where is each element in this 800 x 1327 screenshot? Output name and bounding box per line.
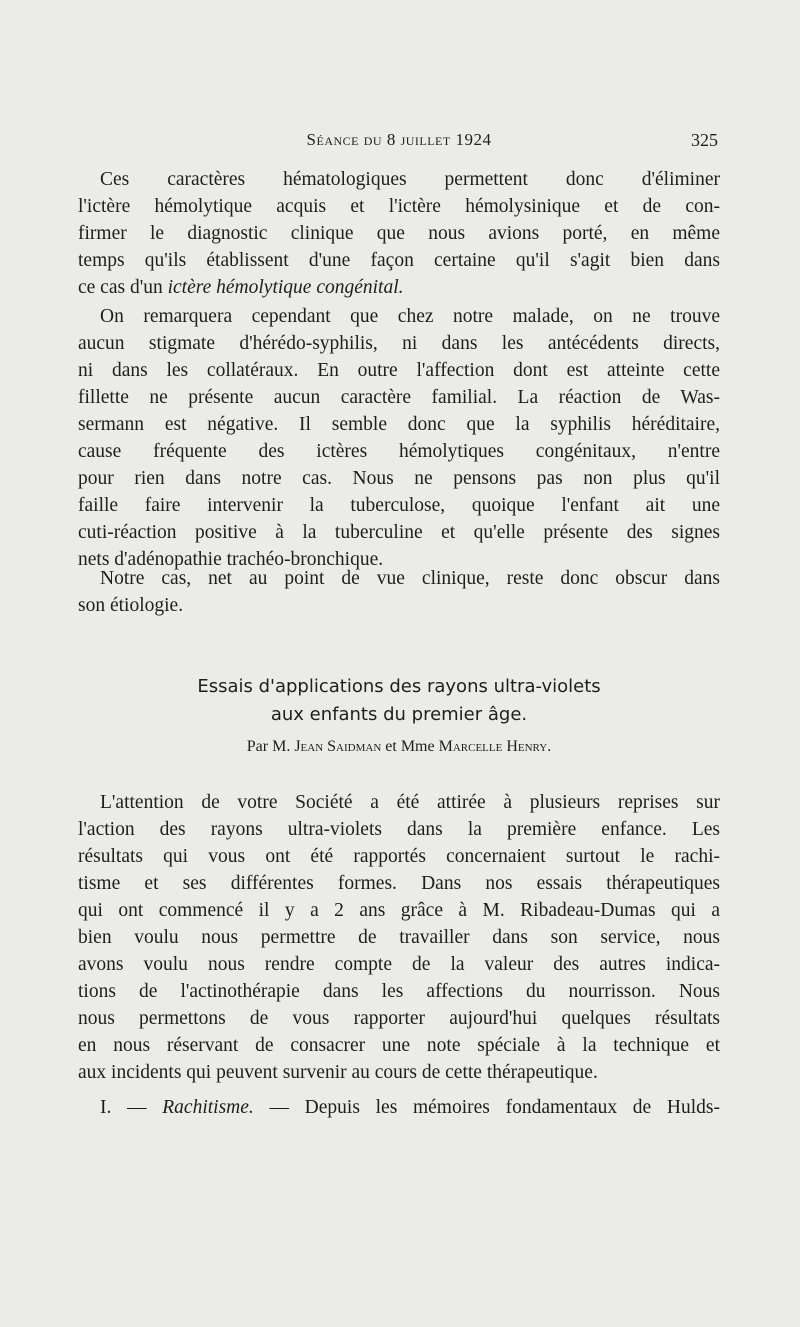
text-line [78,193,720,220]
paragraph [78,789,720,1086]
author-name: Marcelle Henry. [438,738,552,755]
text-run: son étiologie. [78,595,184,616]
text-run: faille faire intervenir la tuberculose, quoique l'enfant ait une [78,495,720,516]
text-run: Ces caractères hématologiques permettent donc d'éliminer [100,169,720,190]
text-line [78,220,720,247]
text-line [78,519,720,546]
text-run: tisme et ses différentes formes. Dans nos essais thérapeutiques [78,873,720,894]
text-line [78,1032,720,1059]
text-run: bien voulu nous permettre de travailler dans son service, nous [78,927,720,948]
text-run: firmer le diagnostic clinique que nous avions porté, en même [78,223,720,244]
text-run: cuti-réaction positive à la tuberculine et qu'elle présente des signes [78,522,720,543]
text-line [78,789,720,816]
text-line [78,247,720,274]
text-line [78,438,720,465]
text-line [78,1005,720,1032]
text-line [78,565,720,592]
text-run: ni dans les collatéraux. En outre l'affection dont est atteinte cette [78,360,720,381]
text-run: I. — [100,1097,163,1118]
text-run: ce cas d'un [78,277,168,298]
text-line [78,411,720,438]
text-line [78,870,720,897]
text-line [78,465,720,492]
text-run: l'ictère hémolytique acquis et l'ictère hémolysinique et de con- [78,196,720,217]
article-title-line-1: Essais d'applications des rayons ultra-violets [197,676,601,697]
text-line [78,492,720,519]
byline [78,738,720,756]
italic-text: ictère hémolytique congénital. [167,277,404,298]
text-run: résultats qui vous ont été rapportés concernaient surtout le rachi- [78,846,720,867]
text-line [78,384,720,411]
text-run: avons voulu nous rendre compte de la valeur des autres indica- [78,954,720,975]
author-name: Jean Saidman [294,738,382,755]
italic-text: Rachitisme. [162,1097,254,1118]
text-line [78,274,720,301]
paragraph [78,565,720,619]
running-title: Séance du 8 juillet 1924 [306,130,492,149]
text-run: pour rien dans notre cas. Nous ne pensons pas non plus qu'il [78,468,720,489]
text-line [78,816,720,843]
text-line [78,1094,720,1121]
text-line [78,924,720,951]
page-number: 325 [691,130,718,150]
text-run: L'attention de votre Société a été attirée à plusieurs reprises sur [100,792,720,813]
paragraph [78,166,720,301]
text-run: fillette ne présente aucun caractère familial. La réaction de Was- [78,387,720,408]
text-line [78,897,720,924]
text-line [78,330,720,357]
text-line [78,592,720,619]
text-run: tions de l'actinothérapie dans les affections du nourrisson. Nous [78,981,720,1002]
paragraph [78,303,720,573]
text-run: nets d'adénopathie trachéo-bronchique. [78,549,384,570]
text-line [78,951,720,978]
text-run: aucun stigmate d'hérédo-syphilis, ni dans les antécédents directs, [78,333,720,354]
paragraph [78,1094,720,1121]
text-run: l'action des rayons ultra-violets dans la première enfance. Les [78,819,720,840]
byline-prefix: Par M. [246,738,295,755]
text-run: en nous réservant de consacrer une note spéciale à la technique et [78,1035,720,1056]
text-run: Notre cas, net au point de vue clinique, reste donc obscur dans [100,568,720,589]
text-run: cause fréquente des ictères hémolytiques congénitaux, n'entre [78,441,720,462]
byline-mid: et Mme [381,738,439,755]
text-line [78,843,720,870]
article-title-line-2: aux enfants du premier âge. [270,704,528,725]
running-header [78,130,720,154]
text-line [78,978,720,1005]
text-run: aux incidents qui peuvent survenir au cours de cette thérapeutique. [78,1062,598,1083]
text-run: On remarquera cependant que chez notre malade, on ne trouve [100,306,720,327]
text-run: temps qu'ils établissent d'une façon certaine qu'il s'agit bien dans [78,250,720,271]
text-run: — Depuis les mémoires fondamentaux de Hulds- [253,1097,720,1118]
text-line [78,166,720,193]
text-run: sermann est négative. Il semble donc que la syphilis héréditaire, [78,414,720,435]
text-run: qui ont commencé il y a 2 ans grâce à M. Ribadeau-Dumas qui a [78,900,720,921]
text-line [78,303,720,330]
text-line [78,1059,720,1086]
text-line [78,357,720,384]
text-run: nous permettons de vous rapporter aujourd'hui quelques résultats [78,1008,720,1029]
